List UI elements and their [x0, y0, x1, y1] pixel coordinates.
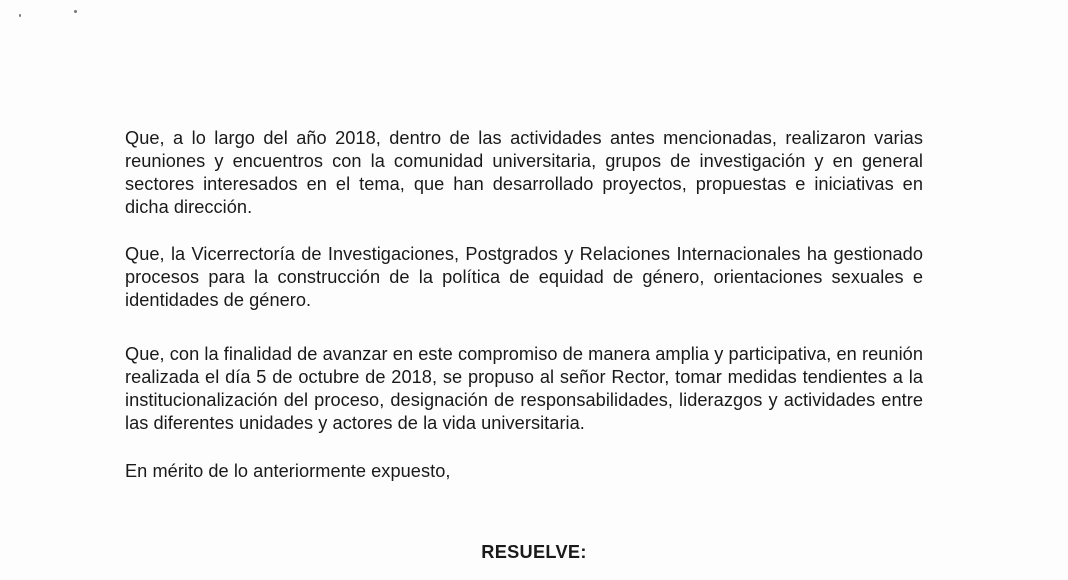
- scan-speck: [74, 10, 77, 13]
- paragraph-vicerrectoria: Que, la Vicerrectoría de Investigaciones, Postgrados y Relaciones Internacionales ha gestionado procesos para la construcción de la política de equidad de género, orientaciones sexuales e identidades de género.: [125, 244, 923, 310]
- paragraph-meetings: Que, a lo largo del año 2018, dentro de las actividades antes mencionadas, realizaron varias reuniones y encuentros con la comunidad universitaria, grupos de investigación y en general sectores interesados en el tema, que han desarrollado proyectos, propuestas e iniciativas en dicha dirección.: [125, 128, 923, 217]
- scan-speck: [19, 14, 21, 17]
- paragraph-proposal: Que, con la finalidad de avanzar en este compromiso de manera amplia y participativa, en reunión realizada el día 5 de octubre de 2018, se propuso al señor Rector, tomar medidas tendientes a la institucionalización del proceso, designación de responsabilidades, liderazgos y actividades entre las diferentes unidades y actores de la vida universitaria.: [125, 344, 923, 433]
- paragraph-merit: En mérito de lo anteriormente expuesto,: [125, 461, 451, 481]
- resolution-heading: RESUELVE:: [481, 542, 587, 562]
